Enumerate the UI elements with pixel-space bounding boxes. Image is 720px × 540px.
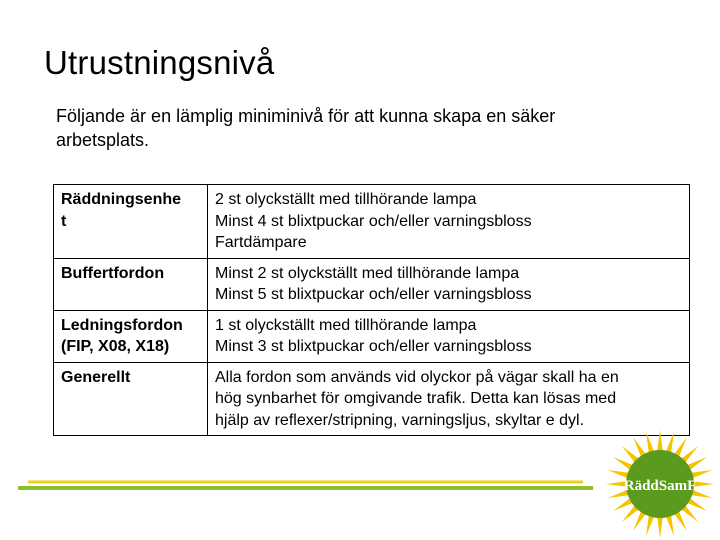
unit-label: Ledningsfordon bbox=[61, 316, 183, 334]
logo-ray bbox=[665, 514, 674, 536]
requirement-line: 1 st olyckställt med tillhörande lampa bbox=[215, 316, 477, 334]
intro-text: Följande är en lämplig miniminivå för att kunna skapa en säker arbetsplats. bbox=[56, 106, 556, 150]
logo-ray bbox=[646, 514, 655, 536]
requirement-line: Alla fordon som används vid olyckor på vägar skall ha en bbox=[215, 368, 619, 386]
requirement-line: hög synbarhet för omgivande trafik. Detta kan lösas med bbox=[215, 390, 617, 407]
logo-ray bbox=[665, 432, 674, 454]
unit-label: (FIP, X08, X18) bbox=[61, 338, 170, 355]
requirement-line: Minst 3 st blixtpuckar och/eller varningsbloss bbox=[215, 338, 532, 355]
logo-ray bbox=[657, 516, 663, 538]
unit-cell bbox=[54, 362, 208, 436]
requirement-line: Minst 2 st olyckställt med tillhörande lampa bbox=[215, 264, 520, 282]
footer-stripes bbox=[18, 478, 593, 494]
sun-star-logo-icon bbox=[604, 428, 716, 540]
unit-cell bbox=[54, 310, 208, 362]
table-row bbox=[54, 362, 690, 436]
requirement-line: Fartdämpare bbox=[215, 234, 307, 251]
requirements-cell bbox=[208, 258, 690, 310]
table-row bbox=[54, 310, 690, 362]
unit-label: Generellt bbox=[61, 368, 131, 386]
unit-label: Räddningsenhe bbox=[61, 191, 182, 208]
table-row bbox=[54, 185, 690, 259]
slide-title: Utrustningsnivå bbox=[44, 44, 275, 81]
table-row bbox=[54, 258, 690, 310]
logo-ray bbox=[646, 432, 655, 454]
requirement-line: Minst 4 st blixtpuckar och/eller varningsbloss bbox=[215, 212, 532, 230]
requirement-line: hjälp av reflexer/stripning, varningsljus, skyltar e dyl. bbox=[215, 411, 585, 429]
unit-cell bbox=[54, 185, 208, 259]
requirement-line: 2 st olyckställt med tillhörande lampa bbox=[215, 191, 477, 208]
requirements-cell bbox=[208, 310, 690, 362]
unit-label: t bbox=[61, 212, 67, 230]
logo-text: RäddSamF bbox=[623, 478, 697, 494]
unit-label: Buffertfordon bbox=[61, 264, 165, 282]
requirements-cell bbox=[208, 362, 690, 436]
logo-ray bbox=[657, 430, 663, 452]
requirements-cell bbox=[208, 185, 690, 259]
equipment-table bbox=[53, 184, 690, 436]
unit-cell bbox=[54, 258, 208, 310]
requirement-line: Minst 5 st blixtpuckar och/eller varningsbloss bbox=[215, 286, 532, 303]
